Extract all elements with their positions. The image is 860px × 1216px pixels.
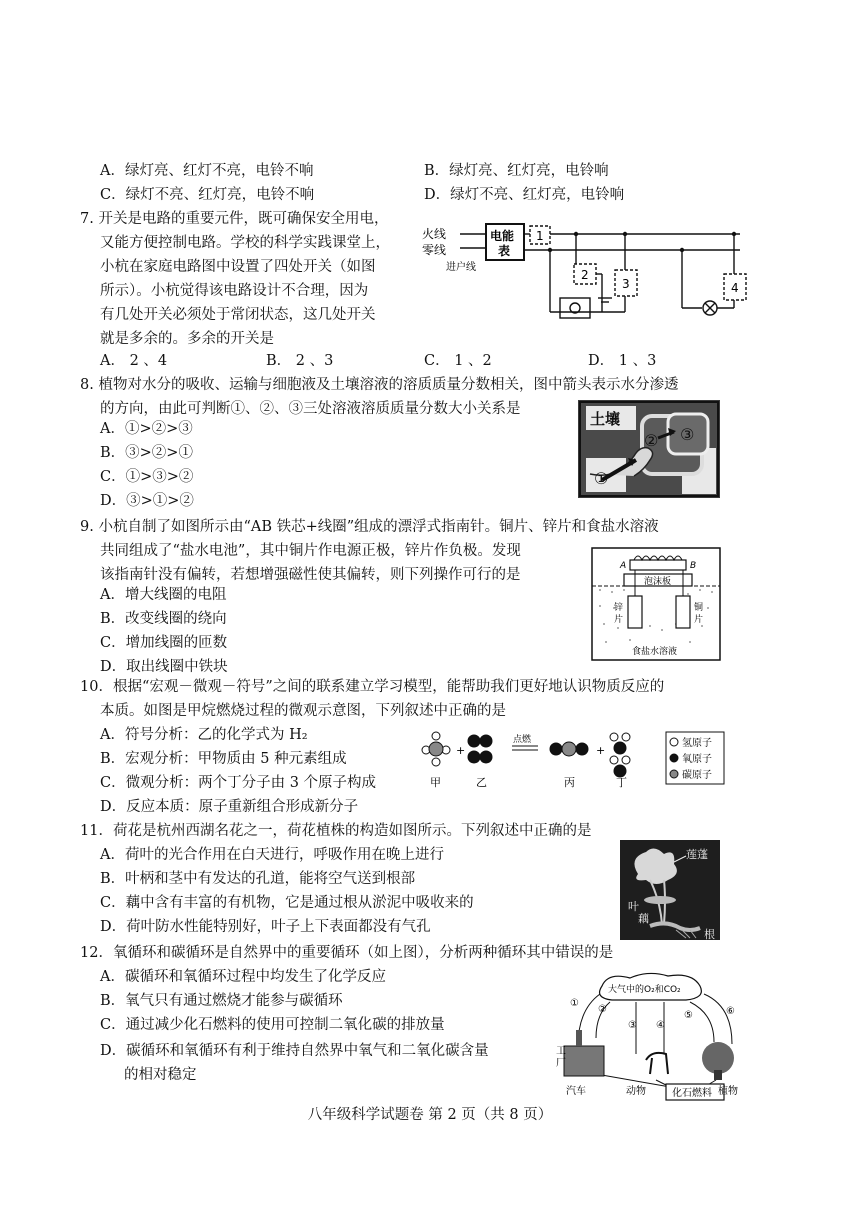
factory-label-2: 厂 <box>556 1058 566 1069</box>
zinc-label-2: 片 <box>614 615 624 625</box>
q8-option-b: B．③>②>① <box>100 445 193 461</box>
root-osmosis-figure <box>578 400 720 498</box>
switch-3-label: 3 <box>622 277 630 291</box>
q6-option-a: A．绿灯亮、红灯不亮，电铃不响 <box>100 163 314 179</box>
root-label: 根 <box>704 928 715 940</box>
process-6: ⑥ <box>726 1006 735 1017</box>
q9-stem-line: 共同组成了“盐水电池”，其中铜片作电源正极，锌片作负极。发现 <box>100 543 521 559</box>
molecule-ding-label: 丁 <box>616 776 627 789</box>
marker-2: ② <box>644 431 659 450</box>
q9-option-d: D．取出线圈中铁块 <box>100 659 228 675</box>
q10-stem-line: 10．根据“宏观－微观－符号”之间的联系建立学习模型，能帮助我们更好地认识物质反应的 <box>80 679 665 695</box>
live-wire-label: 火线 <box>422 227 447 241</box>
process-3: ③ <box>628 1020 637 1031</box>
switch-2-label: 2 <box>581 268 589 282</box>
q6-option-d: D．绿灯不亮、红灯亮，电铃响 <box>424 187 625 203</box>
q9-option-a: A．增大线圈的电阻 <box>100 587 227 603</box>
molecule-jia-label: 甲 <box>430 776 441 789</box>
marker-3: ③ <box>680 425 695 444</box>
core-end-a: A <box>620 561 627 571</box>
ignite-label: 点燃 <box>513 735 532 745</box>
fossil-fuel-label: 化石燃料 <box>672 1088 712 1099</box>
q7-stem-line: 又能方便控制电路。学校的科学实践课堂上， <box>100 235 390 251</box>
q8-stem-line: 8. 植物对水分的吸收、运输与细胞液及土壤溶液的溶质质量分数相关，图中箭头表示水分渗透 <box>80 377 679 393</box>
plant-label: 植物 <box>718 1086 738 1097</box>
q9-option-b: B．改变线圈的绕向 <box>100 611 227 627</box>
factory-label: 工 <box>556 1046 566 1057</box>
q8-option-c: C．①>③>② <box>100 469 194 485</box>
inlet-wire-label: 进户线 <box>446 262 476 273</box>
q10-stem-line: 本质。如图是甲烷燃烧过程的微观示意图，下列叙述中正确的是 <box>100 703 506 719</box>
q7-option-a: A． 2 、4 <box>100 353 168 369</box>
car-label: 汽车 <box>566 1086 586 1097</box>
q6-option-c: C．绿灯不亮、红灯亮，电铃不响 <box>100 187 315 203</box>
q10-option-d: D．反应本质：原子重新组合形成新分子 <box>100 799 359 815</box>
q7-stem-line: 小杭在家庭电路图中设置了四处开关（如图 <box>100 259 376 275</box>
q11-stem-line: 11．荷花是杭州西湖名花之一，荷花植株的构造如图所示。下列叙述中正确的是 <box>80 823 592 839</box>
q12-option-c: C．通过减少化石燃料的使用可控制二氧化碳的排放量 <box>100 1017 445 1033</box>
foam-board-label: 泡沫板 <box>644 577 672 587</box>
q9-stem-line: 9. 小杭自制了如图所示由“AB 铁芯+线圈”组成的漂浮式指南针。铜片、锌片和食盐水溶液 <box>80 519 659 535</box>
q11-option-b: B．叶柄和茎中有发达的孔道，能将空气送到根部 <box>100 871 416 887</box>
household-circuit-diagram <box>420 212 750 332</box>
legend-carbon: 碳原子 <box>682 770 712 781</box>
q6-option-b: B．绿灯亮、红灯亮，电铃响 <box>424 163 609 179</box>
q11-option-c: C．藕中含有丰富的有机物，它是通过根从淤泥中吸收来的 <box>100 895 474 911</box>
core-end-b: B <box>690 561 697 571</box>
salt-solution-label: 食盐水溶液 <box>632 647 678 657</box>
plus-sign-2: + <box>596 744 606 757</box>
process-2: ② <box>598 1004 607 1015</box>
q7-stem-line: 有几处开关必须处于常闭状态，这几处开关 <box>100 307 376 323</box>
meter-label: 电能 <box>490 229 515 243</box>
copper-label: 铜 <box>694 603 704 613</box>
neutral-wire-label: 零线 <box>422 243 447 257</box>
q9-stem-line: 该指南针没有偏转，若想增强磁性使其偏转，则下列操作可行的是 <box>100 567 521 583</box>
q12-option-d: D．碳循环和氧循环有利于维持自然界中氧气和二氧化碳含量 <box>100 1043 489 1059</box>
meter-label-2: 表 <box>498 244 511 258</box>
q12-option-a: A．碳循环和氧循环过程中均发生了化学反应 <box>100 969 386 985</box>
q12-option-b: B．氧气只有通过燃烧才能参与碳循环 <box>100 993 343 1009</box>
page-footer: 八年级科学试题卷 第 2 页（共 8 页） <box>307 1107 553 1123</box>
q9-option-c: C．增加线圈的匝数 <box>100 635 228 651</box>
q10-option-b: B．宏观分析：甲物质由 5 种元素组成 <box>100 751 347 767</box>
copper-label-2: 片 <box>694 615 704 625</box>
lotus-pod-label: 莲蓬 <box>686 848 708 861</box>
animal-label: 动物 <box>626 1086 646 1097</box>
q11-option-a: A．荷叶的光合作用在白天进行，呼吸作用在晚上进行 <box>100 847 444 863</box>
q7-option-d: D． 1 、3 <box>588 353 657 369</box>
switch-4-label: 4 <box>731 281 739 295</box>
q7-option-c: C． 1 、2 <box>424 353 492 369</box>
q8-option-d: D．③>①>② <box>100 493 194 509</box>
q12-stem-line: 12．氧循环和碳循环是自然界中的重要循环（如上图），分析两种循环其中错误的是 <box>80 945 614 961</box>
q11-option-d: D．荷叶防水性能特别好，叶子上下表面都没有气孔 <box>100 919 431 935</box>
process-1: ① <box>570 998 579 1009</box>
plus-sign: + <box>456 744 466 757</box>
q12-option-d-continued: 的相对稳定 <box>124 1067 197 1083</box>
molecule-bing-label: 丙 <box>564 776 575 789</box>
lotus-plant-figure <box>620 840 720 940</box>
q10-option-a: A．符号分析：乙的化学式为 H₂ <box>100 727 308 743</box>
rhizome-label: 藕 <box>638 912 649 925</box>
q8-stem-line: 的方向，由此可判断①、②、③三处溶液溶质质量分数大小关系是 <box>100 401 521 417</box>
atmosphere-label: 大气中的O₂和CO₂ <box>608 985 681 995</box>
floating-compass-figure <box>590 546 722 662</box>
marker-1: ① <box>594 469 609 488</box>
carbon-oxygen-cycle-figure <box>556 970 746 1102</box>
legend-oxygen: 氧原子 <box>682 754 712 765</box>
soil-label: 土壤 <box>590 410 621 428</box>
switch-1-label: 1 <box>536 229 544 243</box>
process-5: ⑤ <box>684 1010 693 1021</box>
process-4: ④ <box>656 1020 665 1031</box>
leaf-label: 叶 <box>628 900 639 913</box>
molecule-yi-label: 乙 <box>476 776 487 789</box>
q7-stem-line: 就是多余的。多余的开关是 <box>100 331 274 347</box>
q10-option-c: C．微观分析：两个丁分子由 3 个原子构成 <box>100 775 377 791</box>
methane-combustion-figure <box>418 728 728 794</box>
zinc-label: 锌 <box>614 603 624 613</box>
legend-hydrogen: 氢原子 <box>682 738 712 749</box>
q7-option-b: B． 2 、3 <box>266 353 334 369</box>
q7-stem-line: 7. 开关是电路的重要元件，既可确保安全用电， <box>80 211 389 227</box>
q7-stem-line: 所示）。小杭觉得该电路设计不合理，因为 <box>100 283 369 299</box>
q8-option-a: A．①>②>③ <box>100 421 193 437</box>
